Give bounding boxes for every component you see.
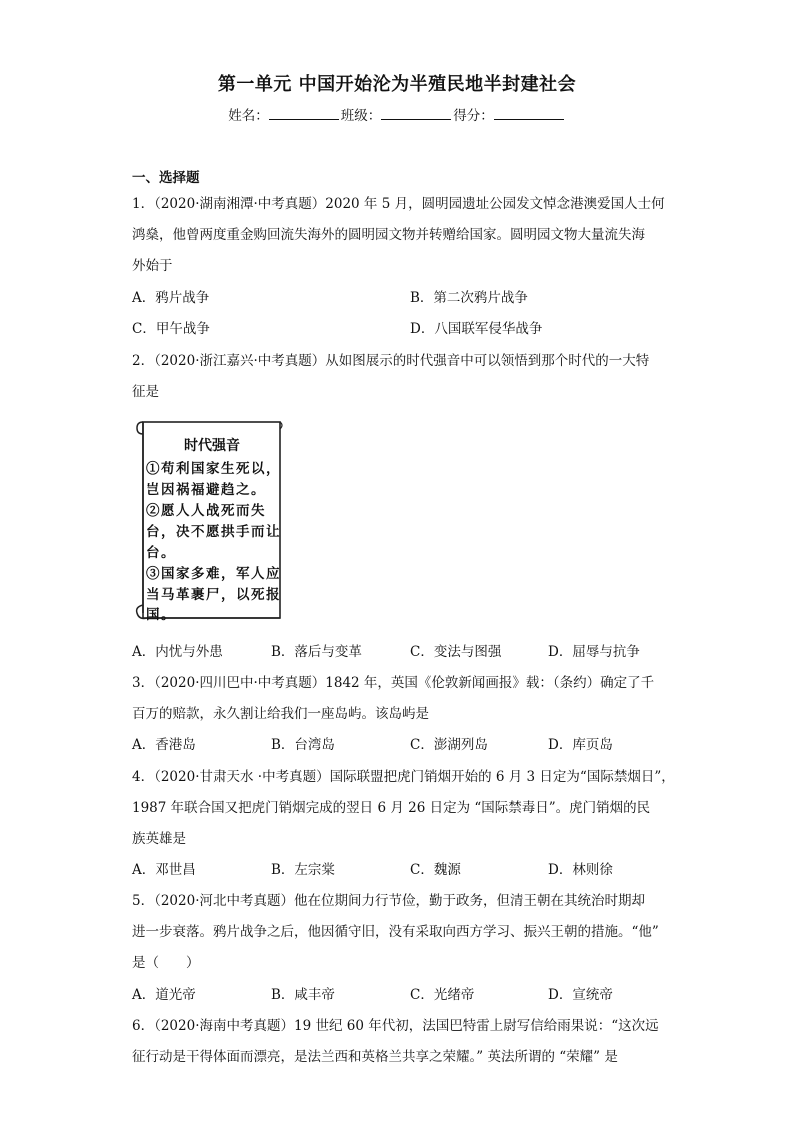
question-5-option-d: D．宣统帝 <box>548 987 613 1003</box>
score-blank[interactable] <box>494 107 564 120</box>
page-title: 第一单元 中国开始沦为半殖民地半封建社会 <box>217 74 577 95</box>
question-2-line-1: 2．（2020·浙江嘉兴·中考真题）从如图展示的时代强音中可以领悟到那个时代的一大特 <box>132 353 650 369</box>
figure-line-2: 岂因祸福避趋之。 <box>146 482 266 498</box>
student-info-row <box>0 104 794 124</box>
figure-line-8: 国。 <box>146 607 176 623</box>
section-title: 一、选择题 <box>132 170 200 186</box>
question-3-option-d: D．库页岛 <box>548 737 613 753</box>
figure-line-6: ③国家多难，军人应 <box>146 566 281 582</box>
name-blank[interactable] <box>269 107 339 120</box>
question-2-option-c: C．变法与图强 <box>410 644 502 660</box>
question-2-option-d: D．屈辱与抗争 <box>548 644 640 660</box>
question-4-line-3: 族英雄是 <box>132 831 186 847</box>
question-3-option-c: C．澎湖列岛 <box>410 737 488 753</box>
question-4-option-d: D．林则徐 <box>548 862 613 878</box>
question-3-line-2: 百万的赔款，永久割让给我们一座岛屿。该岛屿是 <box>132 706 429 722</box>
question-5-option-b: B．咸丰帝 <box>271 987 335 1003</box>
question-1-option-c: C．甲午战争 <box>132 321 210 337</box>
figure-title: 时代强音 <box>184 438 240 454</box>
question-1-line-1: 1．（2020·湖南湘潭·中考真题）2020 年 5 月，圆明园遗址公园发文悼念港澳爱国人士何 <box>132 196 665 212</box>
class-label: 班级： <box>340 108 382 124</box>
name-label: 姓名： <box>228 108 269 124</box>
question-1-option-d: D．八国联军侵华战争 <box>410 321 543 337</box>
question-4-line-1: 4．（2020·甘肃天水 ·中考真题）国际联盟把虎门销烟开始的 6 月 3 日定为“国际禁烟日”， <box>132 769 675 785</box>
class-blank[interactable] <box>381 107 451 120</box>
question-2-line-2: 征是 <box>132 384 159 400</box>
question-5-option-a: A．道光帝 <box>132 987 196 1003</box>
question-1-line-3: 外始于 <box>132 258 173 274</box>
figure-line-5: 台。 <box>146 545 176 561</box>
figure-line-4: 台，决不愿拱手而让 <box>146 524 281 540</box>
question-3-line-1: 3．（2020·四川巴中·中考真题）1842 年，英国《伦敦新闻画报》载：（条约）确定了千 <box>132 675 655 691</box>
figure-line-1: ①苟利国家生死以， <box>146 461 281 477</box>
question-4-line-2: 1987 年联合国又把虎门销烟完成的翌日 6 月 26 日定为 “国际禁毒日”。虎门销烟的民 <box>132 800 651 816</box>
question-1-line-2: 鸿燊，他曾两度重金购回流失海外的圆明园文物并转赠给国家。圆明园文物大量流失海 <box>132 227 645 243</box>
question-5-option-c: C．光绪帝 <box>410 987 475 1003</box>
question-5-line-3: 是（ ） <box>132 955 200 971</box>
question-1-option-a: A．鸦片战争 <box>132 290 210 306</box>
scroll-figure <box>134 417 284 621</box>
figure-line-7: 当马革裹尸，以死报 <box>146 587 281 603</box>
question-2-option-b: B．落后与变革 <box>271 644 362 660</box>
question-6-line-1: 6．（2020·海南中考真题）19 世纪 60 年代初，法国巴特雷上尉写信给雨果说：“这次远 <box>132 1018 659 1034</box>
question-3-option-b: B．台湾岛 <box>271 737 335 753</box>
question-3-option-a: A．香港岛 <box>132 737 196 753</box>
question-5-line-1: 5．（2020·河北中考真题）他在位期间力行节俭，勤于政务，但清王朝在其统治时期却 <box>132 893 645 909</box>
question-2-option-a: A．内忧与外患 <box>132 644 223 660</box>
question-4-option-c: C．魏源 <box>410 862 461 878</box>
question-1-option-b: B．第二次鸦片战争 <box>410 290 528 306</box>
question-5-line-2: 进一步衰落。鸦片战争之后，他因循守旧，没有采取向西方学习、振兴王朝的措施。“他” <box>132 924 659 940</box>
question-6-line-2: 征行动是干得体面而漂亮，是法兰西和英格兰共享之荣耀。” 英法所谓的 “荣耀” 是 <box>132 1049 618 1065</box>
figure-line-3: ②愿人人战死而失 <box>146 503 266 519</box>
question-4-option-b: B．左宗棠 <box>271 862 335 878</box>
score-label: 得分： <box>453 108 494 124</box>
question-4-option-a: A．邓世昌 <box>132 862 196 878</box>
